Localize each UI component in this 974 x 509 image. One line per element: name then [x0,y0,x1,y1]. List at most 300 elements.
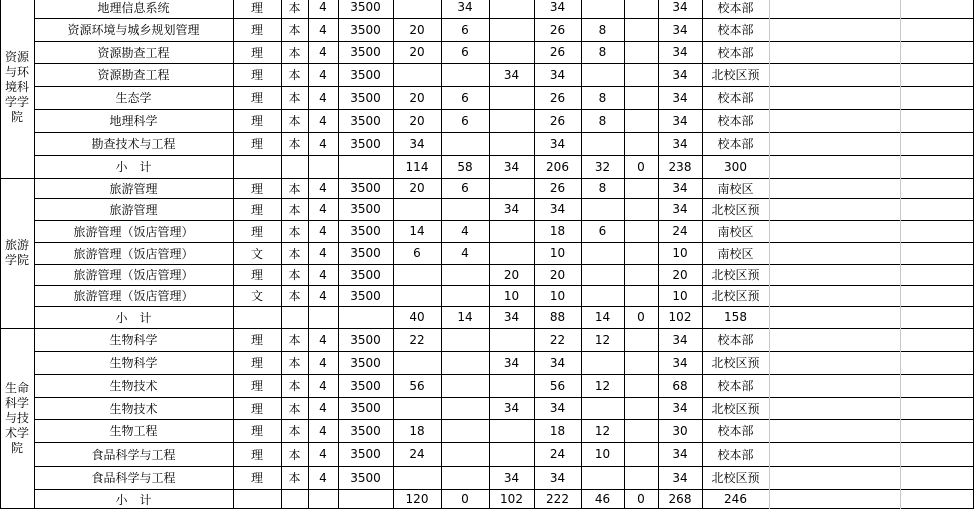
cell-c5: 8 [598,113,607,128]
cell-c7: 68 [672,378,688,393]
cell-c4: 34 [549,202,566,216]
cell-c3 [489,220,534,242]
cell-c4: 88 [549,310,566,324]
cell-c3 [489,41,534,63]
cell-fee: 3500 [350,332,381,347]
cell-c2: 6 [461,181,469,195]
cell-c5: 8 [598,45,607,59]
cell-years: 4 [319,378,327,393]
row-divider [34,419,974,420]
cell-campus: 校本部 [717,45,754,60]
cell-c6 [624,374,658,397]
cell-level [281,306,308,328]
cell-c5 [581,63,624,86]
cell-c2: 6 [461,45,469,59]
table-row [0,397,974,419]
cell-campus: 南校区 [717,181,754,196]
row-divider [34,285,974,286]
cell-fee: 3500 [350,22,381,37]
cell-fee: 3500 [350,67,381,82]
cell-fee: 3500 [350,246,381,260]
cell-c2 [441,442,489,466]
college-name-text: 资源与环境科学学院 [5,49,30,124]
cell-major: 旅游管理 [109,181,158,196]
column-divider [769,0,770,509]
cell-major: 资源勘查工程 [97,68,170,82]
subtotal-row [0,489,974,509]
cell-years: 4 [319,447,327,461]
cell-campus: 校本部 [717,91,754,105]
table-row [0,242,974,264]
college-name [1,178,33,328]
cell-c6 [624,178,658,198]
cell-c5: 8 [598,181,607,195]
cell-c4: 56 [549,378,566,393]
table-row [0,132,974,155]
cell-c4: 34 [549,401,566,415]
cell-campus: 北校区预 [711,68,760,82]
cell-c4: 222 [546,492,569,506]
cell-c4: 26 [549,45,566,59]
row-divider [34,242,974,243]
cell-c5: 12 [594,378,611,393]
cell-c7: 34 [672,181,688,195]
cell-c3 [489,132,534,155]
cell-years [308,155,338,178]
cell-years: 4 [319,267,327,282]
cell-c7: 34 [672,401,688,415]
cell-campus: 南校区 [717,246,754,261]
cell-fee: 3500 [350,267,381,282]
cell-c5: 8 [598,90,607,105]
row-divider [34,306,974,307]
row-divider [34,220,974,221]
cell-c6: 0 [637,159,645,174]
cell-level [281,155,308,178]
cell-c5 [581,132,624,155]
cell-fee [338,489,393,509]
cell-c2 [441,264,489,285]
cell-type: 理 [250,379,263,393]
subtotal-label: 小 计 [115,160,152,174]
column-divider [581,0,582,509]
cell-years: 4 [319,288,327,303]
cell-c1: 20 [409,181,425,195]
cell-c6 [624,442,658,466]
cell-c7: 34 [672,22,688,37]
cell-c3: 34 [503,202,520,216]
cell-c4: 206 [546,159,569,174]
cell-campus: 校本部 [717,114,754,128]
cell-campus: 北校区预 [711,471,760,485]
cell-years: 4 [319,401,327,415]
cell-campus: 校本部 [717,333,754,347]
table-row [0,109,974,132]
cell-c4: 24 [549,447,566,461]
cell-major: 生物技术 [109,379,158,393]
cell-c2: 4 [461,246,469,260]
cell-c2: 14 [457,310,473,324]
cell-fee: 3500 [350,181,381,195]
cell-c7: 34 [672,45,688,59]
cell-c7: 30 [672,423,688,438]
column-divider [441,0,442,509]
cell-c4: 26 [549,90,566,105]
cell-c3 [489,419,534,442]
row-divider [34,374,974,375]
cell-c3: 34 [503,401,520,415]
college-name-text: 旅游学院 [5,238,30,267]
cell-campus: 校本部 [717,447,754,462]
cell-major: 食品科学与工程 [91,447,176,462]
cell-level: 本 [288,137,301,151]
cell-c5: 46 [594,492,611,506]
cell-c2 [441,328,489,351]
cell-campus: 北校区预 [711,289,760,303]
cell-campus: 校本部 [717,23,754,37]
cell-level: 本 [288,268,301,282]
column-divider [308,0,309,509]
cell-type: 理 [250,114,263,128]
cell-major: 旅游管理（饭店管理） [73,268,194,282]
column-divider [338,0,339,509]
row-divider [0,328,974,329]
cell-c5 [581,285,624,306]
cell-c1 [393,63,441,86]
cell-c2: 6 [461,113,469,128]
cell-c7: 10 [672,288,688,303]
cell-c2: 4 [461,224,469,238]
table-row [0,41,974,63]
cell-years: 4 [319,181,327,195]
cell-c5 [581,466,624,489]
cell-c2: 6 [461,22,469,37]
cell-fee [338,155,393,178]
cell-campus: 校本部 [717,0,754,15]
cell-c5: 12 [594,332,611,347]
cell-c4: 26 [549,113,566,128]
cell-level: 本 [288,45,301,60]
cell-campus: 246 [724,492,747,506]
cell-type: 理 [250,137,263,151]
cell-campus: 158 [724,310,747,324]
column-divider [34,0,35,509]
row-divider [34,397,974,398]
cell-years [308,306,338,328]
cell-c2: 58 [457,159,473,174]
cell-major: 地理信息系统 [97,0,170,15]
cell-level: 本 [288,447,301,462]
cell-c3 [489,0,534,18]
college-name [1,0,33,178]
cell-c4: 10 [549,288,566,303]
cell-c7: 34 [672,67,688,82]
cell-c5 [581,198,624,220]
cell-type: 理 [250,68,263,82]
cell-level: 本 [288,379,301,393]
cell-c1: 114 [405,159,429,174]
cell-c4: 34 [549,67,566,82]
cell-c6 [624,466,658,489]
cell-c6 [624,351,658,374]
cell-campus: 北校区预 [711,401,760,416]
cell-type: 理 [250,202,263,217]
cell-c7: 34 [672,470,688,485]
table-row [0,419,974,442]
cell-c7: 34 [672,332,688,347]
cell-campus: 校本部 [717,137,754,151]
cell-c3 [489,178,534,198]
cell-c4: 18 [549,224,566,238]
cell-c7: 34 [672,113,688,128]
cell-fee: 3500 [350,288,381,303]
cell-fee [338,306,393,328]
cell-c4: 34 [549,470,566,485]
cell-type: 理 [250,181,263,196]
cell-campus: 北校区预 [711,268,760,282]
cell-level: 本 [288,289,301,303]
cell-level: 本 [288,356,301,370]
cell-c5: 14 [594,310,611,324]
cell-years: 4 [319,224,327,238]
row-divider [34,63,974,64]
cell-c2: 6 [461,90,469,105]
cell-type: 理 [250,45,263,60]
cell-c1: 20 [409,45,425,59]
cell-major: 生物技术 [109,401,158,416]
cell-c2 [441,63,489,86]
column-divider [658,0,659,509]
cell-c3 [489,442,534,466]
cell-major: 勘查技术与工程 [91,137,176,151]
cell-c7: 34 [672,90,688,105]
cell-c5: 8 [598,22,607,37]
cell-c5 [581,242,624,264]
cell-c6: 0 [637,310,645,324]
table-row [0,285,974,306]
table-row [0,63,974,86]
cell-c6 [624,198,658,220]
cell-c6 [624,132,658,155]
cell-years: 4 [319,45,327,59]
cell-c7: 20 [672,267,688,282]
cell-c3: 34 [503,355,520,370]
cell-c6 [624,86,658,109]
table-row [0,442,974,466]
row-divider [0,178,974,179]
column-divider [702,0,703,509]
cell-c2 [441,132,489,155]
cell-c7: 238 [668,159,692,174]
cell-years: 4 [319,90,327,105]
cell-level: 本 [288,202,301,217]
subtotal-row [0,155,974,178]
cell-fee: 3500 [350,224,381,238]
column-divider [624,0,625,509]
cell-c4: 34 [549,136,566,151]
cell-type: 理 [250,23,263,37]
cell-c6 [624,220,658,242]
cell-years: 4 [319,470,327,485]
cell-fee: 3500 [350,90,381,105]
row-divider [34,155,974,156]
row-divider [34,466,974,467]
column-divider [534,0,535,509]
cell-years: 4 [319,113,327,128]
cell-c3: 34 [503,470,520,485]
cell-c3: 20 [503,267,520,282]
cell-c2 [441,397,489,419]
cell-c2: 34 [457,0,473,14]
cell-major: 生物科学 [109,356,158,370]
cell-level: 本 [288,91,301,105]
cell-major: 旅游管理（饭店管理） [73,224,194,239]
cell-major: 地理科学 [109,114,158,128]
cell-fee: 3500 [350,45,381,59]
row-divider [34,132,974,133]
cell-type: 理 [250,356,263,370]
cell-c1: 6 [413,246,421,260]
cell-c1: 56 [409,378,425,393]
cell-major: 生态学 [115,91,152,105]
cell-c5: 12 [594,423,611,438]
cell-fee: 3500 [350,202,381,216]
cell-type: 理 [250,91,263,105]
cell-c1: 40 [409,310,425,324]
cell-c4: 18 [549,423,566,438]
column-divider [0,0,1,509]
cell-c4: 26 [549,22,566,37]
cell-c2 [441,466,489,489]
cell-major: 生物工程 [109,424,158,438]
cell-c7: 34 [672,355,688,370]
cell-c3 [489,328,534,351]
cell-fee: 3500 [350,355,381,370]
cell-c1: 34 [409,136,425,151]
row-divider [34,264,974,265]
cell-c2: 0 [461,492,469,506]
table-row [0,198,974,220]
cell-major: 食品科学与工程 [91,471,176,485]
cell-c3: 34 [503,67,520,82]
cell-c4: 34 [549,0,566,14]
cell-c2 [441,374,489,397]
cell-level: 本 [288,224,301,239]
cell-c2 [441,198,489,220]
cell-type: 文 [250,246,263,261]
cell-c6 [624,242,658,264]
cell-c7: 34 [672,202,688,216]
cell-type: 理 [250,401,263,416]
cell-major: 生物科学 [109,333,158,347]
cell-c4: 10 [549,246,566,260]
cell-fee: 3500 [350,0,381,14]
cell-c1 [393,0,441,18]
cell-major: 旅游管理 [109,202,158,217]
cell-c3: 102 [500,492,523,506]
table-row [0,374,974,397]
column-divider [393,0,394,509]
cell-campus: 300 [724,159,747,174]
cell-type: 理 [250,447,263,462]
cell-c1 [393,397,441,419]
cell-c6 [624,285,658,306]
table-row [0,220,974,242]
cell-years: 4 [319,246,327,260]
cell-c2 [441,351,489,374]
row-divider [34,109,974,110]
cell-type: 理 [250,268,263,282]
cell-c4: 26 [549,181,566,195]
cell-c3: 34 [503,310,520,324]
cell-c6 [624,264,658,285]
cell-c1 [393,466,441,489]
cell-c7: 102 [668,310,692,324]
table-row [0,86,974,109]
cell-type [233,306,281,328]
cell-campus: 北校区预 [711,202,760,217]
cell-years [308,489,338,509]
row-divider [34,489,974,490]
cell-c2 [441,419,489,442]
table-row [0,351,974,374]
cell-type: 理 [250,471,263,485]
cell-level: 本 [288,333,301,347]
table-row [0,466,974,489]
cell-c1: 120 [405,492,429,506]
cell-c6 [624,109,658,132]
cell-c6 [624,397,658,419]
cell-c1: 22 [409,332,425,347]
cell-years: 4 [319,202,327,216]
cell-c1 [393,285,441,306]
cell-c4: 34 [549,355,566,370]
cell-c7: 34 [672,136,688,151]
cell-level: 本 [288,0,301,15]
cell-type [233,489,281,509]
cell-c5: 6 [598,224,607,238]
cell-c3: 34 [503,159,520,174]
cell-c6 [624,18,658,41]
table-row [0,328,974,351]
subtotal-label: 小 计 [115,310,152,325]
row-divider [34,351,974,352]
cell-c5 [581,0,624,18]
cell-fee: 3500 [350,423,381,438]
cell-type: 理 [250,424,263,438]
cell-c5 [581,397,624,419]
cell-fee: 3500 [350,447,381,461]
cell-years: 4 [319,136,327,151]
table-row [0,264,974,285]
column-divider [489,0,490,509]
cell-c6 [624,419,658,442]
college-name-text: 生命科学与技术学院 [5,381,30,455]
table-row [0,18,974,41]
cell-c1 [393,264,441,285]
cell-fee: 3500 [350,136,381,151]
cell-c6 [624,63,658,86]
cell-c1: 18 [409,423,425,438]
cell-level [281,489,308,509]
cell-c7: 34 [672,0,688,14]
cell-level: 本 [288,114,301,128]
cell-type: 理 [250,333,263,347]
cell-level: 本 [288,471,301,485]
cell-major: 旅游管理（饭店管理） [73,246,194,261]
column-divider [900,0,901,509]
cell-c5 [581,351,624,374]
